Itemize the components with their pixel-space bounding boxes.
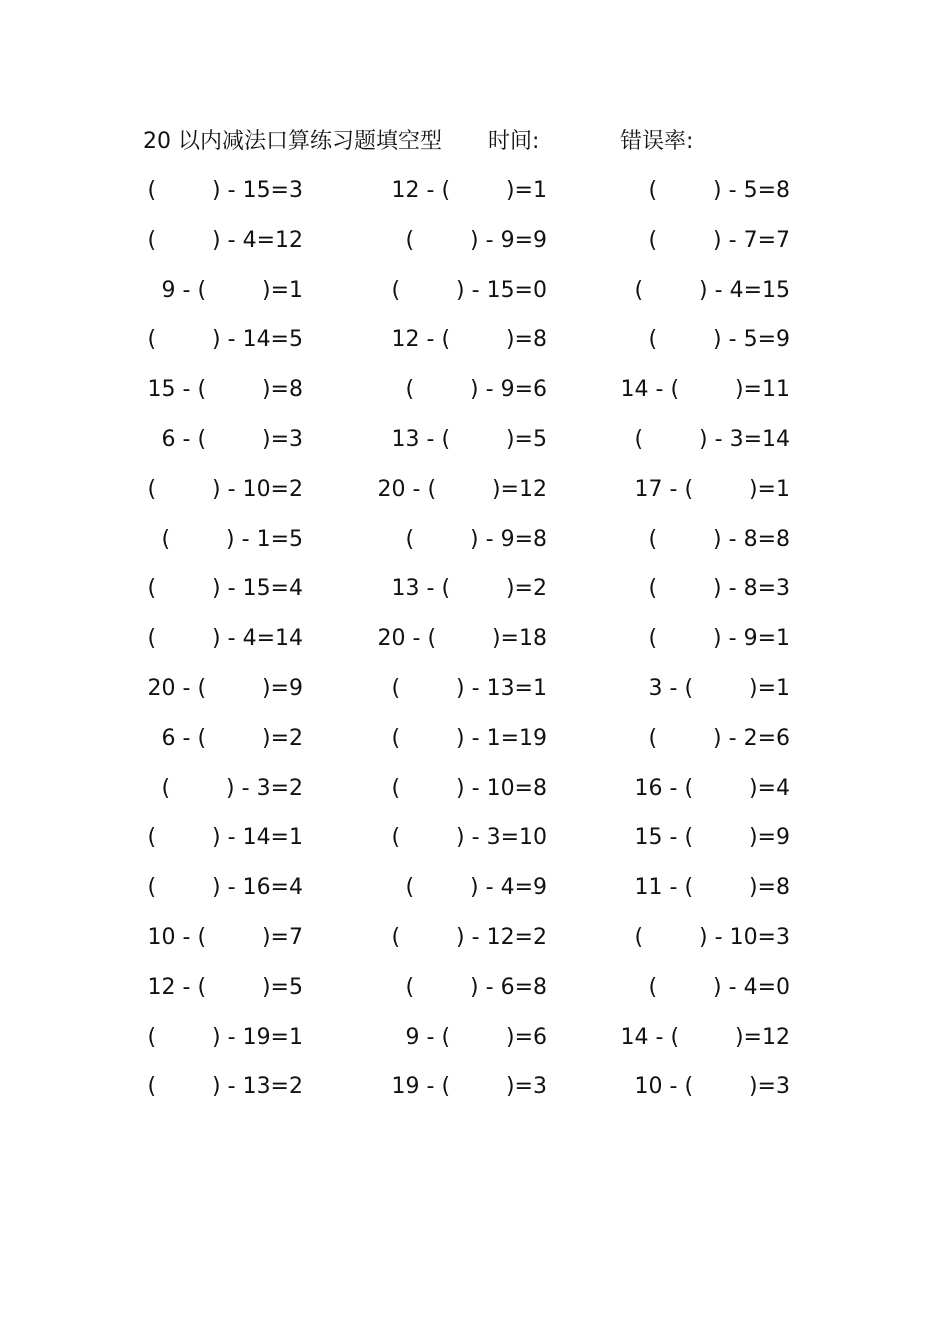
subtraction-problem: ( ) - 14=1 <box>147 825 303 851</box>
subtraction-problem: ( ) - 14=5 <box>147 327 303 353</box>
subtraction-problem: 9 - ( )=6 <box>405 1024 547 1050</box>
problem-row <box>0 771 950 821</box>
problem-row <box>0 970 950 1020</box>
subtraction-problem: 14 - ( )=11 <box>620 377 790 403</box>
subtraction-problem: ( ) - 9=1 <box>648 626 790 652</box>
subtraction-problem: ( ) - 9=6 <box>405 377 547 403</box>
subtraction-problem: ( ) - 8=3 <box>648 576 790 602</box>
problem-row <box>0 223 950 273</box>
worksheet-header <box>143 124 843 160</box>
subtraction-problem: 11 - ( )=8 <box>634 875 790 901</box>
problem-row <box>0 820 950 870</box>
subtraction-problem: ( ) - 4=12 <box>147 227 303 253</box>
subtraction-problem: 20 - ( )=9 <box>147 675 303 701</box>
problem-row <box>0 621 950 671</box>
subtraction-problem: ( ) - 4=0 <box>648 974 790 1000</box>
subtraction-problem: ( ) - 10=3 <box>634 924 790 950</box>
time-label: 时间: <box>488 129 540 154</box>
subtraction-problem: ( ) - 13=2 <box>147 1074 303 1100</box>
subtraction-problem: 6 - ( )=3 <box>161 426 303 452</box>
subtraction-problem: ( ) - 1=19 <box>391 725 547 751</box>
subtraction-problem: 10 - ( )=3 <box>634 1074 790 1100</box>
subtraction-problem: 20 - ( )=12 <box>377 476 547 502</box>
problem-row <box>0 721 950 771</box>
subtraction-problem: ( ) - 4=14 <box>147 626 303 652</box>
subtraction-problem: ( ) - 10=8 <box>391 775 547 801</box>
subtraction-problem: ( ) - 15=4 <box>147 576 303 602</box>
error-rate-label: 错误率: <box>620 129 694 154</box>
subtraction-problem: ( ) - 10=2 <box>147 476 303 502</box>
problem-row <box>0 173 950 223</box>
subtraction-problem: 12 - ( )=5 <box>147 974 303 1000</box>
problem-row <box>0 422 950 472</box>
subtraction-problem: 14 - ( )=12 <box>620 1024 790 1050</box>
problem-row <box>0 522 950 572</box>
subtraction-problem: 15 - ( )=8 <box>147 377 303 403</box>
subtraction-problem: 13 - ( )=2 <box>391 576 547 602</box>
subtraction-problem: 12 - ( )=1 <box>391 178 547 203</box>
subtraction-problem: ( ) - 4=15 <box>634 277 790 303</box>
subtraction-problem: ( ) - 9=8 <box>405 526 547 552</box>
subtraction-problem: ( ) - 3=10 <box>391 825 547 851</box>
subtraction-problem: ( ) - 9=9 <box>405 227 547 253</box>
subtraction-problem: ( ) - 12=2 <box>391 924 547 950</box>
subtraction-problem: ( ) - 6=8 <box>405 974 547 1000</box>
problem-row <box>0 372 950 422</box>
subtraction-problem: 12 - ( )=8 <box>391 327 547 353</box>
subtraction-problem: 10 - ( )=7 <box>147 924 303 950</box>
subtraction-problem: 6 - ( )=2 <box>161 725 303 751</box>
subtraction-problem: ( ) - 4=9 <box>405 875 547 901</box>
problem-row <box>0 671 950 721</box>
subtraction-problem: ( ) - 1=5 <box>161 526 303 552</box>
worksheet-title: 20 以内减法口算练习题填空型 <box>143 129 442 154</box>
problem-row <box>0 1020 950 1070</box>
subtraction-problem: 3 - ( )=1 <box>648 675 790 701</box>
subtraction-problem: ( ) - 3=2 <box>161 775 303 801</box>
subtraction-problem: 20 - ( )=18 <box>377 626 547 652</box>
problem-row <box>0 571 950 621</box>
subtraction-problem: ( ) - 5=9 <box>648 327 790 353</box>
subtraction-problem: 15 - ( )=9 <box>634 825 790 851</box>
subtraction-problem: 19 - ( )=3 <box>391 1074 547 1100</box>
subtraction-problem: ( ) - 5=8 <box>648 178 790 203</box>
problem-row <box>0 273 950 323</box>
subtraction-problem: 9 - ( )=1 <box>161 277 303 303</box>
subtraction-problem: ( ) - 3=14 <box>634 426 790 452</box>
problem-row <box>0 1069 950 1119</box>
subtraction-problem: ( ) - 15=0 <box>391 277 547 303</box>
subtraction-problem: ( ) - 15=3 <box>147 178 303 203</box>
subtraction-problem: 13 - ( )=5 <box>391 426 547 452</box>
subtraction-problem: ( ) - 19=1 <box>147 1024 303 1050</box>
problem-row <box>0 472 950 522</box>
problem-row <box>0 322 950 372</box>
subtraction-problem: 16 - ( )=4 <box>634 775 790 801</box>
problem-row <box>0 920 950 970</box>
subtraction-problem: 17 - ( )=1 <box>634 476 790 502</box>
subtraction-problem: ( ) - 13=1 <box>391 675 547 701</box>
subtraction-problem: ( ) - 8=8 <box>648 526 790 552</box>
problem-row <box>0 870 950 920</box>
subtraction-problem: ( ) - 2=6 <box>648 725 790 751</box>
problem-grid <box>0 173 950 1119</box>
subtraction-problem: ( ) - 7=7 <box>648 227 790 253</box>
subtraction-problem: ( ) - 16=4 <box>147 875 303 901</box>
